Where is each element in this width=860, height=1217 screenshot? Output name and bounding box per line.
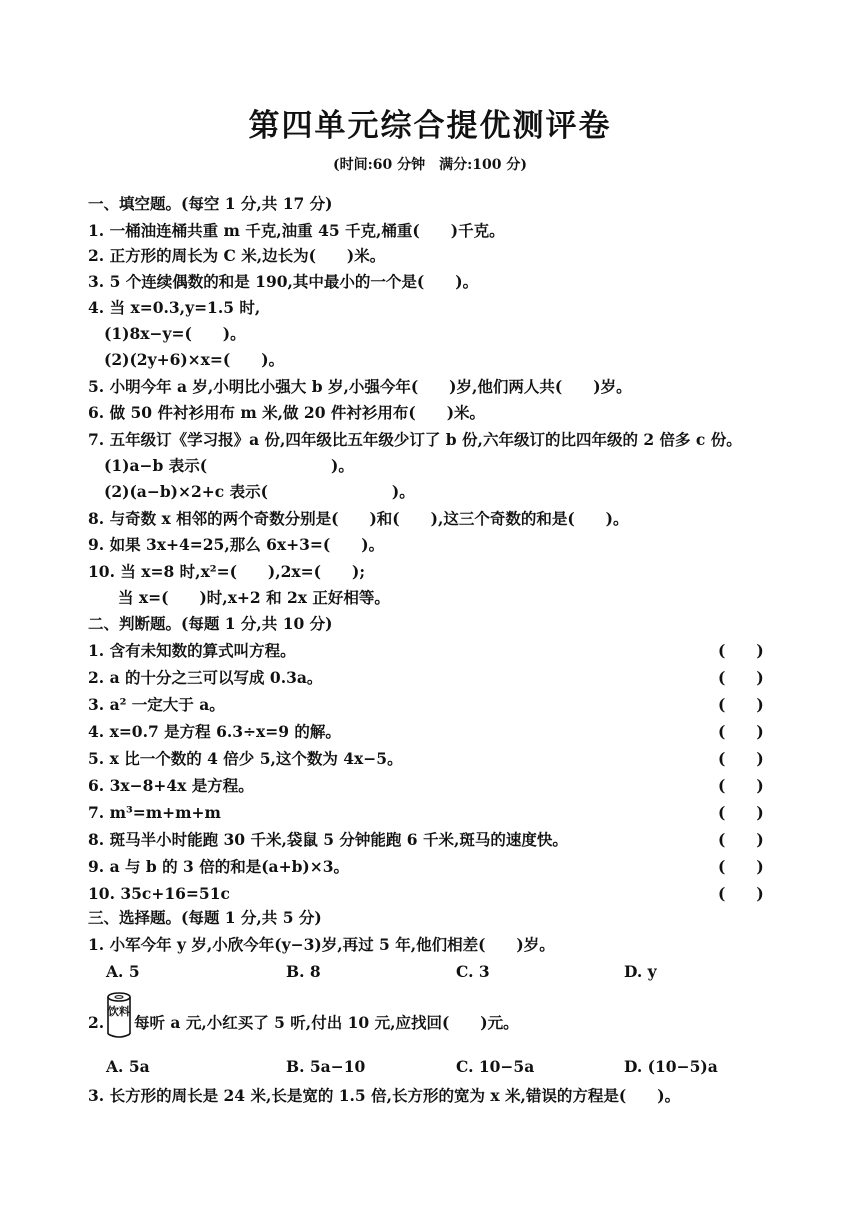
fill-question-10-part-2: 当 x=( )时,x+2 和 2x 正好相等。 bbox=[118, 588, 390, 607]
fill-question-4-part-2: (2)(2y+6)×x=( )。 bbox=[104, 350, 285, 369]
fill-question-7-part-2: (2)(a−b)×2+c 表示( )。 bbox=[104, 482, 415, 501]
judge-question-4: 4. x=0.7 是方程 6.3÷x=9 的解。 bbox=[88, 722, 341, 741]
fill-question-2: 2. 正方形的周长为 C 米,边长为( )米。 bbox=[88, 246, 386, 265]
judge-question-5: 5. x 比一个数的 4 倍少 5,这个数为 4x−5。 bbox=[88, 749, 403, 768]
choice-question-2-number: 2. bbox=[88, 1013, 105, 1032]
answer-bracket: ( ) bbox=[718, 695, 764, 714]
exam-time-score: (时间:60 分钟 满分:100 分) bbox=[332, 157, 528, 173]
choice-2-option-c: C. 10−5a bbox=[456, 1057, 535, 1076]
fill-question-4-part-1: (1)8x−y=( )。 bbox=[104, 324, 246, 343]
answer-bracket: ( ) bbox=[718, 803, 764, 822]
fill-question-7-part-1: (1)a−b 表示( )。 bbox=[104, 456, 354, 475]
page-title: 第四单元综合提优测评卷 bbox=[248, 108, 612, 144]
choice-1-option-d: D. y bbox=[624, 962, 657, 981]
judge-question-8: 8. 斑马半小时能跑 30 千米,袋鼠 5 分钟能跑 6 千米,斑马的速度快。 bbox=[88, 830, 568, 849]
choice-question-1: 1. 小军今年 y 岁,小欣今年(y−3)岁,再过 5 年,他们相差( )岁。 bbox=[88, 935, 555, 954]
judge-question-6: 6. 3x−8+4x 是方程。 bbox=[88, 776, 254, 795]
choice-2-option-b: B. 5a−10 bbox=[286, 1057, 366, 1076]
fill-question-9: 9. 如果 3x+4=25,那么 6x+3=( )。 bbox=[88, 535, 385, 554]
answer-bracket: ( ) bbox=[718, 830, 764, 849]
fill-question-7: 7. 五年级订《学习报》a 份,四年级比五年级少订了 b 份,六年级订的比四年级的 2 倍多 c 份。 bbox=[88, 430, 742, 449]
judge-question-7: 7. m³=m+m+m bbox=[88, 803, 221, 822]
answer-bracket: ( ) bbox=[718, 722, 764, 741]
answer-bracket: ( ) bbox=[718, 857, 764, 876]
fill-question-5: 5. 小明今年 a 岁,小明比小强大 b 岁,小强今年( )岁,他们两人共( )岁。 bbox=[88, 377, 632, 396]
drink-can-icon bbox=[106, 992, 132, 1040]
judge-question-9: 9. a 与 b 的 3 倍的和是(a+b)×3。 bbox=[88, 857, 350, 876]
answer-bracket: ( ) bbox=[718, 641, 764, 660]
choice-1-option-b: B. 8 bbox=[286, 962, 321, 981]
choice-2-option-a: A. 5a bbox=[106, 1057, 150, 1076]
answer-bracket: ( ) bbox=[718, 884, 764, 903]
answer-bracket: ( ) bbox=[718, 749, 764, 768]
judge-question-3: 3. a² 一定大于 a。 bbox=[88, 695, 225, 714]
answer-bracket: ( ) bbox=[718, 668, 764, 687]
choice-1-option-a: A. 5 bbox=[106, 962, 140, 981]
section-3-heading: 三、选择题。(每题 1 分,共 5 分) bbox=[88, 908, 322, 927]
section-2-heading: 二、判断题。(每题 1 分,共 10 分) bbox=[88, 614, 333, 633]
choice-2-option-d: D. (10−5)a bbox=[624, 1057, 718, 1076]
choice-1-option-c: C. 3 bbox=[456, 962, 490, 981]
fill-question-3: 3. 5 个连续偶数的和是 190,其中最小的一个是( )。 bbox=[88, 272, 479, 291]
answer-bracket: ( ) bbox=[718, 776, 764, 795]
choice-question-3: 3. 长方形的周长是 24 米,长是宽的 1.5 倍,长方形的宽为 x 米,错误的方程是( )。 bbox=[88, 1086, 681, 1105]
fill-question-8: 8. 与奇数 x 相邻的两个奇数分别是( )和( ),这三个奇数的和是( )。 bbox=[88, 509, 629, 528]
drink-can-label: 饮料 bbox=[108, 1005, 130, 1018]
judge-question-1: 1. 含有未知数的算式叫方程。 bbox=[88, 641, 296, 660]
fill-question-4: 4. 当 x=0.3,y=1.5 时, bbox=[88, 298, 261, 317]
choice-question-2: 每听 a 元,小红买了 5 听,付出 10 元,应找回( )元。 bbox=[134, 1013, 519, 1032]
judge-question-10: 10. 35c+16=51c bbox=[88, 884, 230, 903]
section-1-heading: 一、填空题。(每空 1 分,共 17 分) bbox=[88, 194, 333, 213]
fill-question-1: 1. 一桶油连桶共重 m 千克,油重 45 千克,桶重( )千克。 bbox=[88, 221, 505, 240]
fill-question-6: 6. 做 50 件衬衫用布 m 米,做 20 件衬衫用布( )米。 bbox=[88, 403, 486, 422]
fill-question-10: 10. 当 x=8 时,x²=( ),2x=( ); bbox=[88, 562, 366, 581]
judge-question-2: 2. a 的十分之三可以写成 0.3a。 bbox=[88, 668, 323, 687]
